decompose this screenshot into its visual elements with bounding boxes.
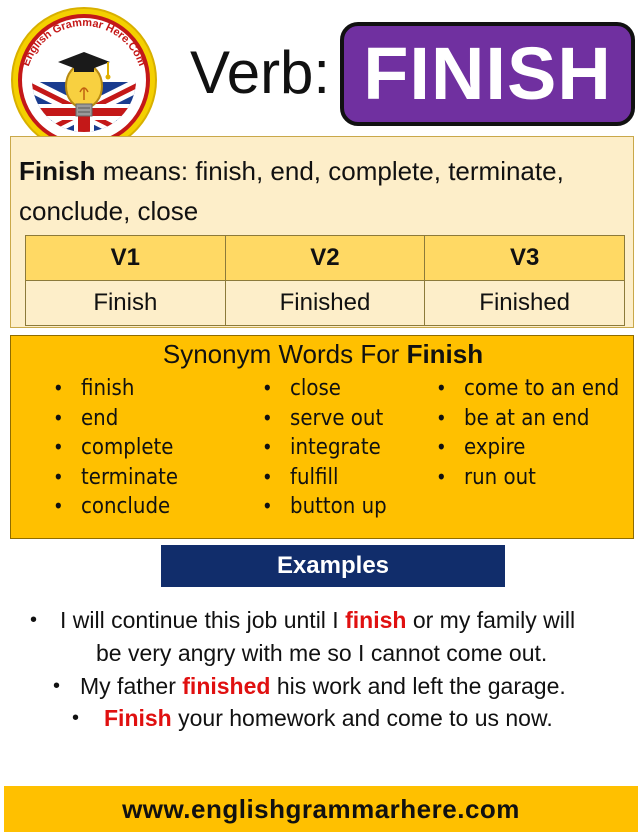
forms-value-v1: Finish: [26, 281, 226, 326]
synonym-item: • come to an end: [436, 374, 619, 404]
verb-label: Verb:: [190, 39, 331, 106]
example-item: [80, 670, 566, 702]
meaning-definition: means: finish, end, complete, terminate, conclude, close: [19, 156, 564, 226]
synonym-item: • terminate: [53, 463, 178, 493]
example-highlight: finished: [182, 673, 271, 699]
synonyms-title-word: Finish: [406, 339, 484, 369]
synonym-item: • end: [53, 404, 178, 434]
synonym-item: • close: [262, 374, 387, 404]
synonyms-column-2: [262, 374, 387, 522]
synonym-item: • run out: [436, 463, 619, 493]
synonyms-title-text: Synonym Words For: [162, 339, 407, 369]
synonym-item: • finish: [53, 374, 178, 404]
example-highlight: Finish: [104, 705, 172, 731]
example-text: his work and left the garage.: [270, 673, 566, 699]
synonym-item: • expire: [436, 433, 619, 463]
footer-banner: [4, 786, 638, 832]
forms-value-row: [26, 281, 625, 326]
example-highlight: finish: [345, 607, 407, 633]
bullet-icon: •: [53, 675, 61, 697]
synonym-item: • serve out: [262, 404, 387, 434]
example-text: My father: [80, 673, 183, 699]
forms-header-row: [26, 236, 625, 281]
synonym-item: • integrate: [262, 433, 387, 463]
synonym-item: • complete: [53, 433, 178, 463]
synonym-item: • conclude: [53, 492, 178, 522]
verb-title: FINISH: [363, 32, 612, 115]
forms-header-v3: V3: [425, 236, 625, 281]
example-item-continued: be very angry with me so I cannot come out.: [96, 640, 548, 666]
logo-graphic: [4, 4, 164, 152]
synonym-item: • button up: [262, 492, 387, 522]
meaning-panel: [10, 136, 634, 328]
forms-value-v2: Finished: [225, 281, 425, 326]
synonyms-column-3: [436, 374, 619, 492]
footer-url[interactable]: www.englishgrammarhere.com: [122, 793, 520, 824]
examples-title: Examples: [276, 552, 390, 579]
site-logo: [4, 4, 164, 152]
forms-value-v3: Finished: [425, 281, 625, 326]
example-item: [104, 702, 553, 734]
synonyms-column-1: [53, 374, 178, 522]
meaning-text: [19, 151, 619, 231]
logo-text: English Grammar Here.Com: [20, 16, 148, 68]
forms-header-v1: V1: [26, 236, 226, 281]
synonyms-panel: [10, 335, 634, 539]
example-item: [60, 604, 575, 636]
synonym-item: • fulfill: [262, 463, 387, 493]
example-text: I will continue this job until I: [60, 607, 346, 633]
synonym-item: • be at an end: [436, 404, 619, 434]
bullet-icon: •: [30, 609, 38, 631]
meaning-word: Finish: [19, 156, 96, 186]
bullet-icon: •: [72, 707, 80, 729]
example-text: your homework and come to us now.: [171, 705, 553, 731]
verb-title-box: [340, 22, 635, 126]
synonyms-title: [11, 336, 635, 372]
verb-forms-table: [25, 235, 625, 326]
example-text: or my family will: [406, 607, 576, 633]
forms-header-v2: V2: [225, 236, 425, 281]
examples-header: [161, 545, 505, 587]
